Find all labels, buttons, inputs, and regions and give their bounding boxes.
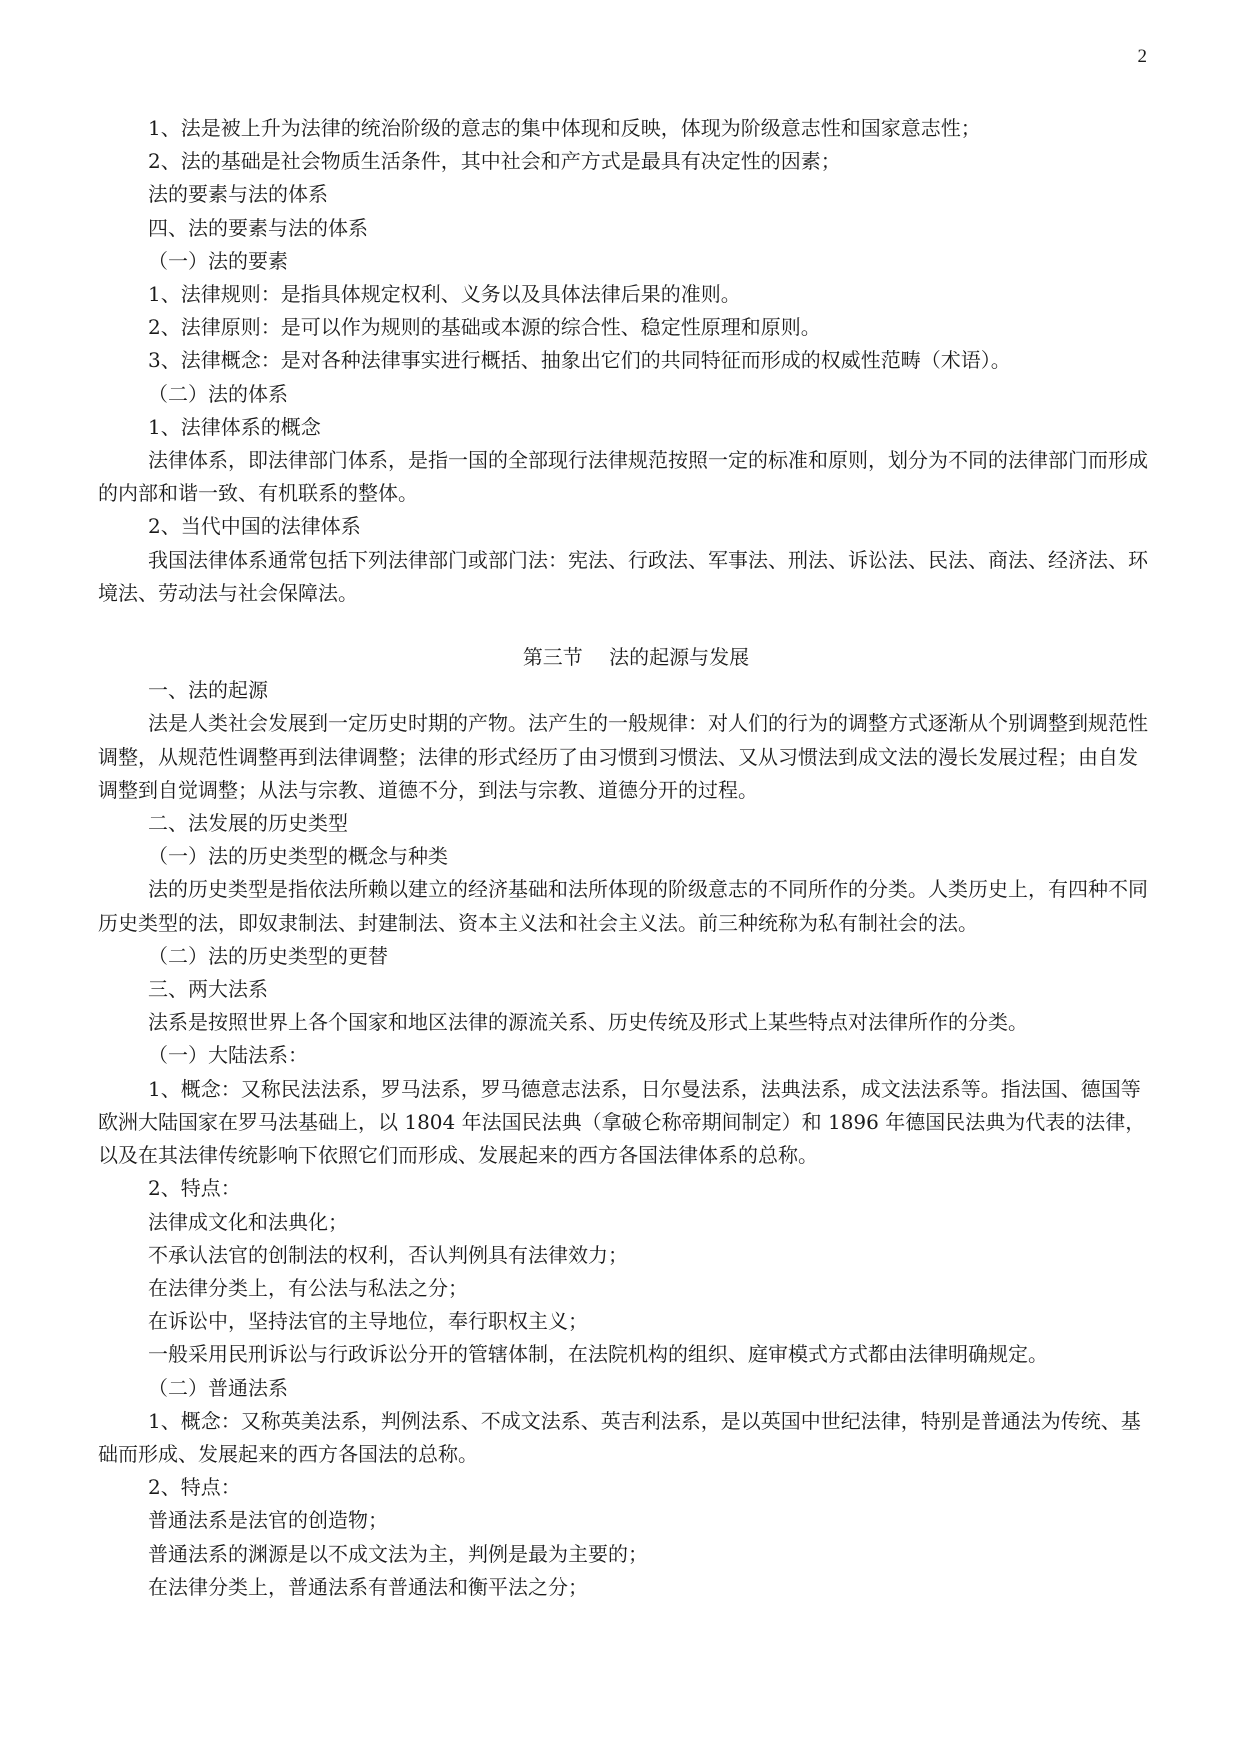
list-item: 不承认法官的创制法的权利，否认判例具有法律效力； <box>148 1242 628 1267</box>
paragraph: 法是人类社会发展到一定历史时期的产物。法产生的一般规律：对人们的行为的调整方式逐渐从个别调整到规范性调整，从规范性调整再到法律调整；法律的形式经历了由习惯到习惯法、又从习惯法到成文法的漫长发展过程；由自发调整到自觉调整；从法与宗教、道德不分，到法与宗教、道德分开的过程。 <box>98 711 1148 802</box>
paragraph: 法律体系，即法律部门体系，是指一国的全部现行法律规范按照一定的标准和原则，划分为不同的法律部门而形成的内部和谐一致、有机联系的整体。 <box>98 448 1148 506</box>
paragraph: 2、特点： <box>148 1475 241 1500</box>
subheading: （二）普通法系 <box>148 1375 288 1400</box>
document-body <box>98 112 1150 1604</box>
heading: 四、法的要素与法的体系 <box>148 215 368 240</box>
list-item: 在法律分类上，普通法系有普通法和衡平法之分； <box>148 1574 588 1599</box>
paragraph: 1、概念：又称民法法系，罗马法系，罗马德意志法系，日尔曼法系，法典法系，成文法法系等。指法国、德国等欧洲大陆国家在罗马法基础上，以 1804 年法国民法典（拿破仑称帝期间制定）和 1896 年德国民法典为代表的法律，以及在其法律传统影响下依照它们而形成、发展起来的西方各国法律体系的总称。 <box>98 1076 1146 1168</box>
subheading: （一）法的要素 <box>148 248 288 273</box>
paragraph: 1、概念：又称英美法系，判例法系、不成文法系、英吉利法系，是以英国中世纪法律，特别是普通法为传统、基础而形成、发展起来的西方各国法的总称。 <box>98 1408 1141 1466</box>
section-title: 第三节 法的起源与发展 <box>522 645 750 670</box>
list-item: 在法律分类上，有公法与私法之分； <box>148 1275 468 1300</box>
list-item: 在诉讼中，坚持法官的主导地位，奉行职权主义； <box>148 1309 588 1334</box>
subheading: （一）法的历史类型的概念与种类 <box>148 844 448 869</box>
paragraph: 1、法律体系的概念 <box>148 414 321 439</box>
page-number: 2 <box>1137 46 1147 67</box>
subheading: （一）大陆法系： <box>148 1043 308 1068</box>
list-item: 法律成文化和法典化； <box>148 1209 348 1234</box>
heading: 三、两大法系 <box>148 977 268 1002</box>
paragraph: 3、法律概念：是对各种法律事实进行概括、抽象出它们的共同特征而形成的权威性范畴（术语）。 <box>148 348 1011 373</box>
subheading: （二）法的体系 <box>148 381 288 406</box>
paragraph: 1、法律规则：是指具体规定权利、义务以及具体法律后果的准则。 <box>148 282 741 307</box>
paragraph: 法的历史类型是指依法所赖以建立的经济基础和法所体现的阶级意志的不同所作的分类。人类历史上，有四种不同历史类型的法，即奴隶制法、封建制法、资本主义法和社会主义法。前三种统称为私有制社会的法。 <box>98 877 1148 935</box>
list-item: 普通法系的渊源是以不成文法为主，判例是最为主要的； <box>148 1541 648 1566</box>
paragraph: 1、法是被上升为法律的统治阶级的意志的集中体现和反映，体现为阶级意志性和国家意志性； <box>148 116 981 140</box>
paragraph: 2、当代中国的法律体系 <box>148 514 361 539</box>
paragraph: 我国法律体系通常包括下列法律部门或部门法：宪法、行政法、军事法、刑法、诉讼法、民法、商法、经济法、环境法、劳动法与社会保障法。 <box>98 547 1148 605</box>
paragraph: 2、特点： <box>148 1176 241 1201</box>
heading: 二、法发展的历史类型 <box>148 811 348 836</box>
paragraph: 2、法的基础是社会物质生活条件，其中社会和产方式是最具有决定性的因素； <box>148 149 841 174</box>
paragraph: 2、法律原则：是可以作为规则的基础或本源的综合性、稳定性原理和原则。 <box>148 315 821 340</box>
heading: 一、法的起源 <box>148 678 268 703</box>
subheading: （二）法的历史类型的更替 <box>148 943 388 968</box>
paragraph: 法的要素与法的体系 <box>148 182 328 207</box>
list-item: 一般采用民刑诉讼与行政诉讼分开的管辖体制，在法院机构的组织、庭审模式方式都由法律明确规定。 <box>148 1342 1048 1367</box>
list-item: 普通法系是法官的创造物； <box>148 1508 388 1533</box>
paragraph: 法系是按照世界上各个国家和地区法律的源流关系、历史传统及形式上某些特点对法律所作的分类。 <box>148 1010 1028 1035</box>
